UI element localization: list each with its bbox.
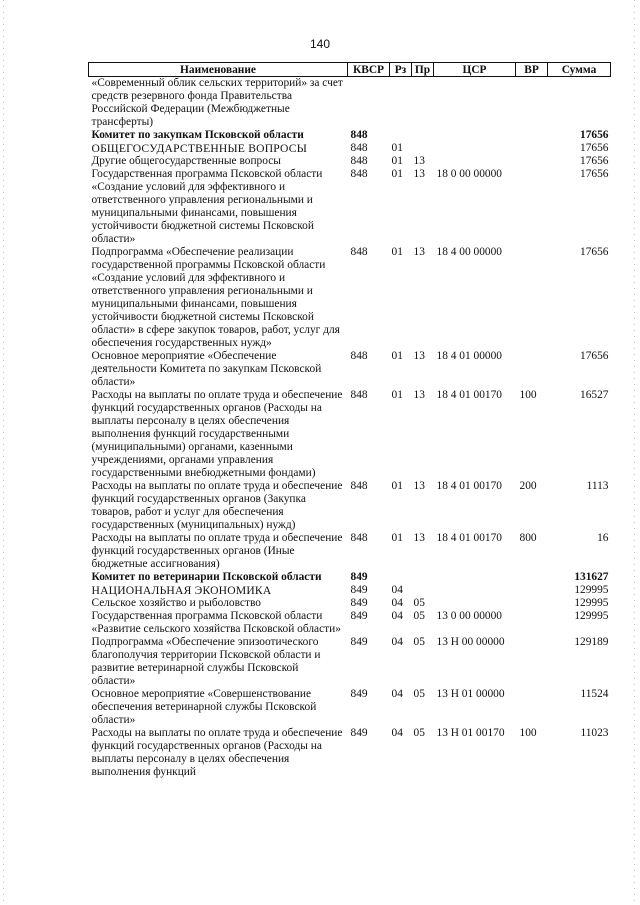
header-csr: ЦСР <box>434 63 516 77</box>
cell-name: Государственная программа Псковской области «Создание условий для эффективного и ответственного управления региональными и муниципальными финансами, повышения устойчивости бюджетной системы Псковской области» <box>91 168 323 245</box>
cell-pr: 13 <box>413 532 425 544</box>
cell-csr: 18 4 01 00170 <box>436 389 502 401</box>
cell-sum: 17656 <box>580 246 609 258</box>
cell-vr <box>516 636 548 688</box>
cell-sum: 16 <box>597 532 609 544</box>
cell-vr <box>516 168 548 246</box>
cell-csr <box>434 584 516 597</box>
header-sum: Сумма <box>548 63 611 77</box>
cell-vr <box>516 129 548 142</box>
cell-kvsr: 848 <box>350 532 368 544</box>
cell-name: Сельское хозяйство и рыболовство <box>91 597 261 609</box>
cell-pr: 05 <box>413 688 425 700</box>
cell-csr <box>434 571 516 584</box>
cell-vr <box>516 597 548 610</box>
cell-csr: 13 Н 01 00170 <box>436 727 505 739</box>
cell-kvsr: 849 <box>350 727 368 739</box>
cell-kvsr: 849 <box>350 636 368 648</box>
cell-rz <box>390 129 412 142</box>
table-row <box>89 610 611 636</box>
cell-name: «Современный облик сельских территорий» за счет средств резервного фонда Правительства Российской Федерации (Межбюджетные трансферты) <box>91 77 343 128</box>
cell-kvsr: 849 <box>350 688 368 700</box>
cell-vr: 100 <box>519 727 537 739</box>
cell-rz: 04 <box>391 584 403 596</box>
cell-csr: 18 4 01 00170 <box>436 480 502 492</box>
cell-name: ОБЩЕГОСУДАРСТВЕННЫЕ ВОПРОСЫ <box>91 142 308 155</box>
cell-name: Комитет по ветеринарии Псковской области <box>91 571 322 583</box>
cell-pr: 13 <box>413 155 425 167</box>
cell-name: Расходы на выплаты по оплате труда и обеспечение функций государственных органов (Иные бюджетные ассигнования) <box>91 532 343 570</box>
cell-vr <box>516 350 548 389</box>
cell-pr: 05 <box>413 636 425 648</box>
cell-name: Комитет по закупкам Псковской области <box>91 129 304 141</box>
table-body <box>89 77 611 780</box>
budget-table <box>88 62 611 779</box>
cell-rz: 04 <box>391 597 403 609</box>
cell-pr: 05 <box>413 597 425 609</box>
cell-sum: 1113 <box>586 480 609 492</box>
cell-sum: 17656 <box>580 142 609 154</box>
cell-csr: 18 4 00 00000 <box>436 246 502 258</box>
table-row <box>89 727 611 779</box>
cell-rz <box>390 77 412 130</box>
table-row <box>89 155 611 168</box>
cell-vr: 800 <box>519 532 537 544</box>
cell-kvsr <box>348 77 390 130</box>
cell-csr: 18 0 00 00000 <box>436 168 502 180</box>
cell-kvsr: 848 <box>350 389 368 401</box>
table-row <box>89 571 611 584</box>
cell-name: Подпрограмма «Обеспечение реализации государственной программы Псковской области «Создание условий для эффективного и ответственного управления региональными и муниципальными финансами, повышения устойчивости бюджетной системы Псковской области» в сфере закупок товаров, работ, услуг для обеспечения государственных нужд» <box>91 246 340 349</box>
cell-sum: 17656 <box>580 155 609 167</box>
table-row <box>89 597 611 610</box>
cell-rz: 01 <box>391 350 403 362</box>
cell-sum: 131627 <box>574 571 609 583</box>
cell-rz: 01 <box>391 155 403 167</box>
cell-csr: 18 4 01 00000 <box>436 350 502 362</box>
cell-rz: 01 <box>391 142 403 154</box>
cell-kvsr: 849 <box>350 597 368 609</box>
cell-csr: 13 0 00 00000 <box>436 610 502 622</box>
cell-sum: 129995 <box>574 610 609 622</box>
cell-sum: 11524 <box>580 688 609 700</box>
header-kvsr: КВСР <box>348 63 390 77</box>
cell-rz: 01 <box>391 168 403 180</box>
cell-pr: 13 <box>413 480 425 492</box>
cell-kvsr: 849 <box>350 610 368 622</box>
cell-csr <box>434 597 516 610</box>
cell-pr <box>412 77 434 130</box>
table-row <box>89 350 611 389</box>
table-row <box>89 584 611 597</box>
cell-vr <box>516 688 548 727</box>
table-row <box>89 246 611 350</box>
cell-name: Основное мероприятие «Обеспечение деятельности Комитета по закупкам Псковской области» <box>91 350 322 388</box>
cell-sum: 129189 <box>574 636 609 648</box>
cell-csr: 13 Н 00 00000 <box>436 636 505 648</box>
cell-name: Основное мероприятие «Совершенствование обеспечения ветеринарной службы Псковской области» <box>91 688 317 726</box>
table-row <box>89 168 611 246</box>
header-rz: Рз <box>390 63 412 77</box>
cell-rz <box>390 571 412 584</box>
cell-sum <box>548 77 611 130</box>
cell-sum: 11023 <box>580 727 609 739</box>
cell-rz: 01 <box>391 480 403 492</box>
table-header-row <box>89 63 611 77</box>
cell-vr <box>516 584 548 597</box>
cell-kvsr: 848 <box>350 350 368 362</box>
header-name: Наименование <box>89 63 348 77</box>
cell-sum: 129995 <box>574 597 609 609</box>
cell-vr <box>516 246 548 350</box>
cell-kvsr: 848 <box>350 142 368 154</box>
cell-kvsr: 849 <box>350 571 368 583</box>
cell-rz: 01 <box>391 389 403 401</box>
cell-vr <box>516 155 548 168</box>
cell-kvsr: 848 <box>350 129 368 141</box>
cell-pr <box>412 129 434 142</box>
table-row <box>89 480 611 532</box>
cell-kvsr: 848 <box>350 480 368 492</box>
cell-kvsr: 848 <box>350 168 368 180</box>
table-row <box>89 636 611 688</box>
cell-vr: 200 <box>519 480 537 492</box>
cell-pr: 05 <box>413 727 425 739</box>
cell-name: Другие общегосударственные вопросы <box>91 155 281 167</box>
left-scan-edge <box>3 0 4 905</box>
table-row <box>89 688 611 727</box>
cell-sum: 129995 <box>574 584 609 596</box>
cell-rz: 04 <box>391 688 403 700</box>
cell-vr <box>516 142 548 155</box>
cell-kvsr: 848 <box>350 246 368 258</box>
table-row <box>89 129 611 142</box>
cell-csr: 18 4 01 00170 <box>436 532 502 544</box>
header-vr: ВР <box>516 63 548 77</box>
cell-csr <box>434 142 516 155</box>
cell-sum: 17656 <box>580 129 609 141</box>
cell-rz: 04 <box>391 636 403 648</box>
cell-rz: 04 <box>391 727 403 739</box>
cell-name: Подпрограмма «Обеспечение эпизоотического благополучия территории Псковской области и развитие ветеринарной службы Псковской области» <box>91 636 321 687</box>
cell-vr <box>516 571 548 584</box>
cell-pr <box>412 571 434 584</box>
table-row <box>89 532 611 571</box>
cell-sum: 17656 <box>580 350 609 362</box>
cell-csr <box>434 155 516 168</box>
cell-name: Расходы на выплаты по оплате труда и обеспечение функций государственных органов (Закупка товаров, работ и услуг для обеспечения государственных (муниципальных) нужд) <box>91 480 343 531</box>
right-scan-edge <box>634 0 635 905</box>
cell-csr: 13 Н 01 00000 <box>436 688 505 700</box>
table-row <box>89 389 611 480</box>
cell-name: НАЦИОНАЛЬНАЯ ЭКОНОМИКА <box>91 584 272 597</box>
cell-vr: 100 <box>519 389 537 401</box>
cell-pr: 13 <box>413 168 425 180</box>
cell-pr <box>412 142 434 155</box>
cell-pr: 13 <box>413 350 425 362</box>
cell-vr <box>516 610 548 636</box>
table-row <box>89 77 611 130</box>
cell-vr <box>516 77 548 130</box>
cell-name: Расходы на выплаты по оплате труда и обеспечение функций государственных органов (Расходы на выплаты персоналу в целях обеспечения выполнения функций государственными (муниципальными) органами, казенными учреждениями, органами управления государственными внебюджетными фондами) <box>91 389 343 479</box>
cell-rz: 04 <box>391 610 403 622</box>
cell-pr <box>412 584 434 597</box>
cell-pr: 13 <box>413 246 425 258</box>
cell-sum: 16527 <box>580 389 609 401</box>
table-row <box>89 142 611 155</box>
cell-pr: 05 <box>413 610 425 622</box>
page-number: 140 <box>309 37 331 51</box>
cell-kvsr: 849 <box>350 584 368 596</box>
cell-pr: 13 <box>413 389 425 401</box>
cell-name: Государственная программа Псковской области «Развитие сельского хозяйства Псковской области» <box>91 610 341 635</box>
header-pr: Пр <box>412 63 434 77</box>
cell-rz: 01 <box>391 532 403 544</box>
cell-kvsr: 848 <box>350 155 368 167</box>
cell-csr <box>434 77 516 130</box>
cell-csr <box>434 129 516 142</box>
cell-sum: 17656 <box>580 168 609 180</box>
cell-rz: 01 <box>391 246 403 258</box>
cell-name: Расходы на выплаты по оплате труда и обеспечение функций государственных органов (Расходы на выплаты персоналу в целях обеспечения выполнения функций <box>91 727 343 778</box>
